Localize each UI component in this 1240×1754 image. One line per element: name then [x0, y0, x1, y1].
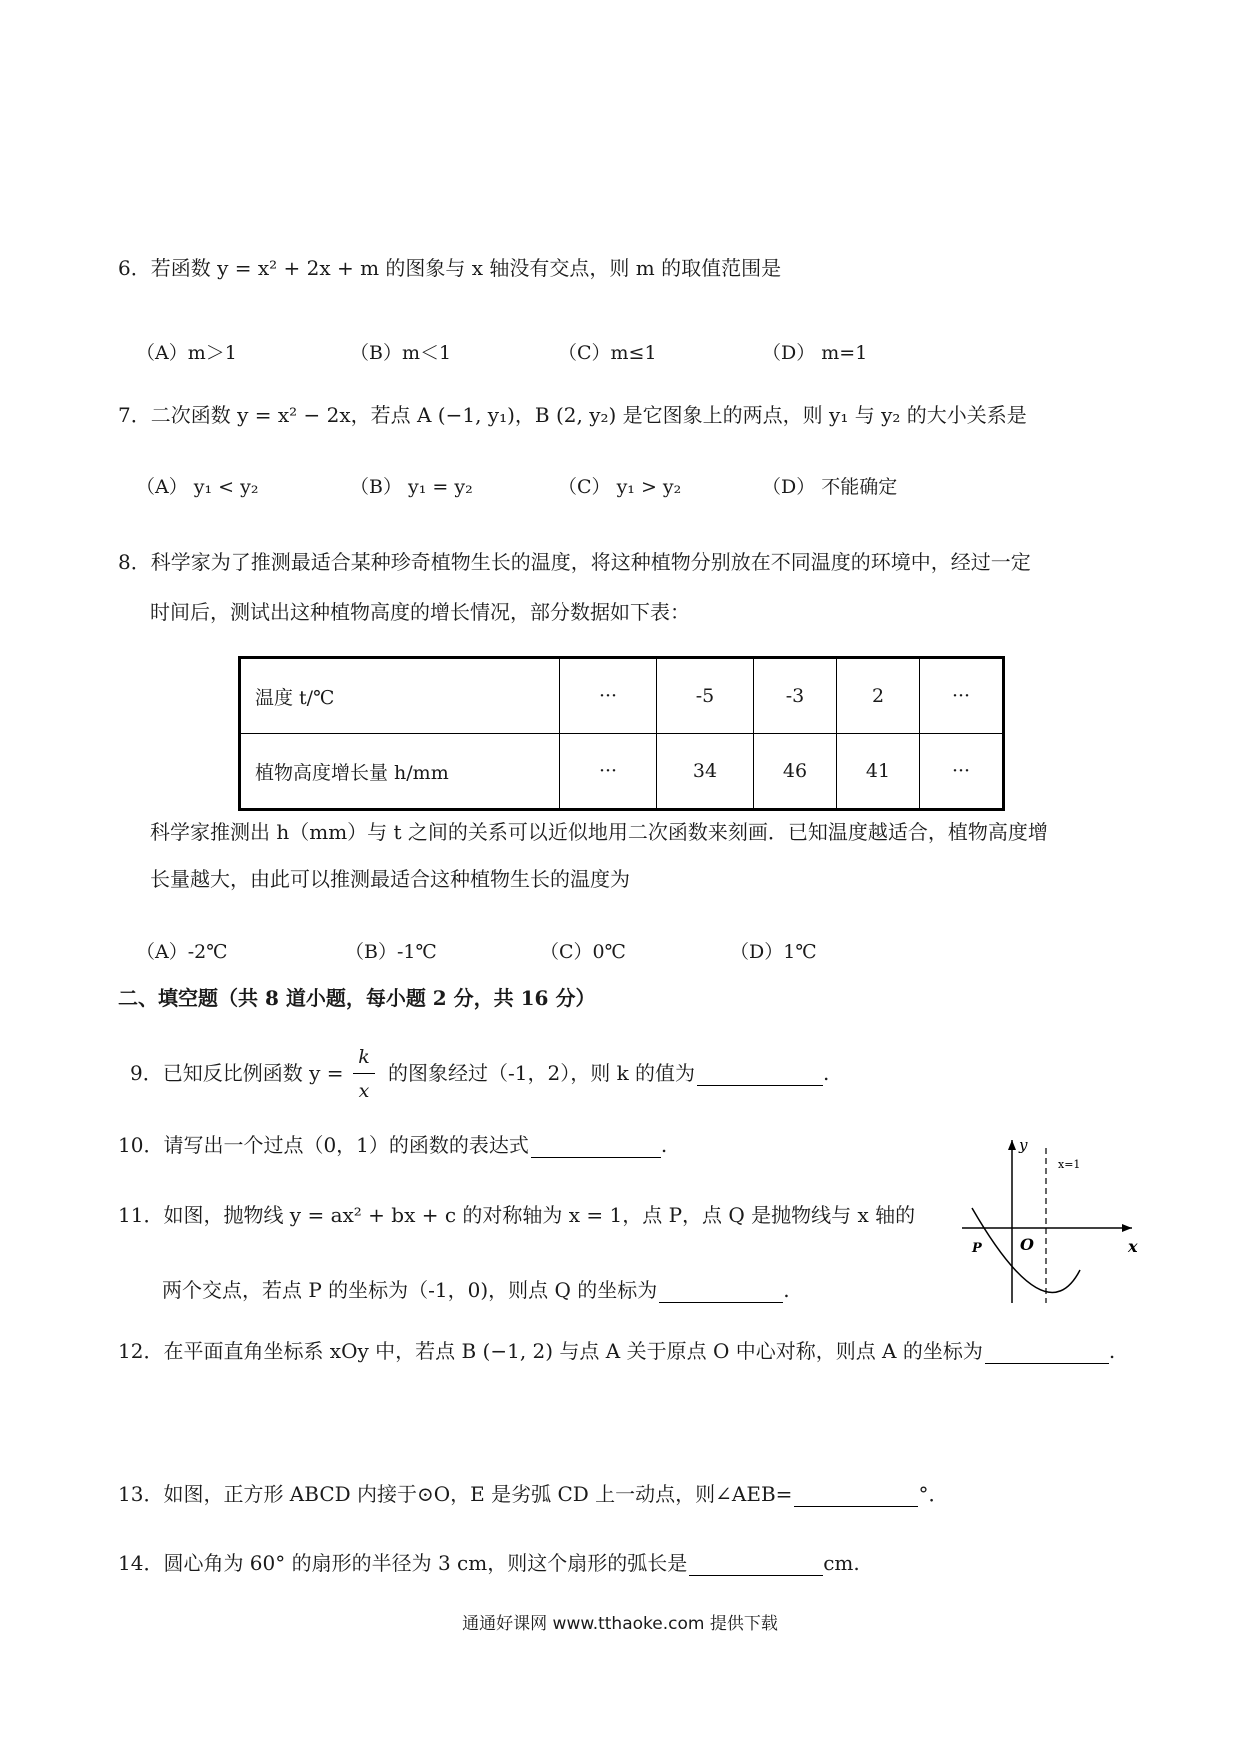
x-axis-label: x	[1128, 1237, 1138, 1256]
q10-end: .	[660, 1133, 668, 1157]
q6-option-a: （A）m＞1	[136, 342, 237, 364]
q7-option-a: （A） y₁ < y₂	[136, 476, 259, 498]
q13-stem	[118, 1482, 948, 1507]
q12-end: .	[1108, 1339, 1116, 1363]
q14-text: 14．圆心角为 60° 的扇形的半径为 3 cm，则这个扇形的弧长是	[118, 1551, 688, 1575]
q12-stem	[118, 1339, 1115, 1364]
q9-fraction-bar	[353, 1073, 375, 1074]
table-cell: 2	[837, 658, 920, 734]
q11-answer-blank[interactable]	[659, 1280, 783, 1303]
q8-after-line2: 长量越大，由此可以推测最适合这种植物生长的温度为	[150, 867, 630, 891]
q8-stem-line1: 8．科学家为了推测最适合某种珍奇植物生长的温度，将这种植物分别放在不同温度的环境中，经过一定	[118, 550, 1031, 574]
q8-after-line1: 科学家推测出 h（mm）与 t 之间的关系可以近似地用二次函数来刻画．已知温度越适合，植物高度增	[150, 820, 1048, 844]
q8-option-c: （C）0℃	[540, 941, 626, 963]
q9-answer-blank[interactable]	[697, 1063, 823, 1086]
table-cell: 34	[657, 734, 754, 810]
table-cell: ···	[560, 734, 657, 810]
q10-stem	[118, 1133, 667, 1158]
q9-suffix-text: 的图象经过（-1，2），则 k 的值为	[388, 1061, 696, 1085]
q13-answer-blank[interactable]	[794, 1484, 918, 1507]
q8-option-d: （D）1℃	[730, 941, 817, 963]
q7-stem: 7．二次函数 y = x² − 2x，若点 A (−1, y₁)，B (2, y₂) 是它图象上的两点，则 y₁ 与 y₂ 的大小关系是	[118, 403, 1027, 427]
y-axis-arrow-icon	[1008, 1140, 1016, 1150]
q14-answer-blank[interactable]	[689, 1553, 823, 1576]
y-axis-label: y	[1019, 1136, 1028, 1154]
table-cell: 46	[754, 734, 837, 810]
q9-fraction-denominator: x	[358, 1080, 370, 1102]
q9-prefix: 9．已知反比例函数 y =	[130, 1061, 344, 1085]
page-footer: 通通好课网 www.tthaoke.com 提供下载	[462, 1614, 778, 1634]
q11-line2-text: 两个交点，若点 P 的坐标为（-1，0)，则点 Q 的坐标为	[162, 1278, 658, 1302]
q8-option-b: （B）-1℃	[345, 941, 437, 963]
q8-option-a: （A）-2℃	[136, 941, 228, 963]
q10-text: 10．请写出一个过点（0，1）的函数的表达式	[118, 1133, 529, 1157]
q7-option-b: （B） y₁ = y₂	[350, 476, 473, 498]
q12-text: 12．在平面直角坐标系 xOy 中，若点 B (−1, 2) 与点 A 关于原点 O 中心对称，则点 A 的坐标为	[118, 1339, 983, 1363]
q8-data-table	[238, 656, 1005, 811]
q14-end: cm.	[823, 1551, 860, 1575]
table-cell: 温度 t/℃	[240, 658, 560, 734]
q11-parabola-figure	[962, 1128, 1142, 1306]
symmetry-axis-label: x=1	[1058, 1158, 1081, 1171]
q9-suffix	[388, 1061, 829, 1086]
table-row	[240, 734, 1004, 810]
x-axis-arrow-icon	[1122, 1224, 1132, 1232]
q13-end: °．	[918, 1482, 949, 1506]
point-p-label: P	[972, 1241, 982, 1256]
q7-option-d: （D） 不能确定	[762, 476, 898, 498]
table-cell: ···	[920, 734, 1004, 810]
q9-fraction-numerator: k	[358, 1046, 370, 1068]
q9-end: .	[823, 1061, 830, 1085]
table-cell: ···	[560, 658, 657, 734]
q7-option-c: （C） y₁ > y₂	[558, 476, 682, 498]
table-cell: 植物高度增长量 h/mm	[240, 734, 560, 810]
q6-stem: 6．若函数 y = x² + 2x + m 的图象与 x 轴没有交点，则 m 的取值范围是	[118, 256, 782, 280]
q11-line1: 11．如图，抛物线 y = ax² + bx + c 的对称轴为 x = 1，点 P，点 Q 是抛物线与 x 轴的	[118, 1203, 916, 1227]
q10-answer-blank[interactable]	[531, 1135, 661, 1158]
q11-end: .	[783, 1278, 790, 1302]
q13-text: 13．如图，正方形 ABCD 内接于⊙O，E 是劣弧 CD 上一动点，则∠AEB=	[118, 1482, 793, 1506]
table-cell: 41	[837, 734, 920, 810]
table-cell: ···	[920, 658, 1004, 734]
origin-label: O	[1020, 1235, 1034, 1254]
q6-option-d: （D） m=1	[762, 342, 868, 364]
q11-line2	[162, 1278, 790, 1303]
q12-answer-blank[interactable]	[985, 1341, 1109, 1364]
q6-option-c: （C）m≤1	[558, 342, 657, 364]
section-heading: 二、填空题（共 8 道小题，每小题 2 分，共 16 分）	[118, 986, 596, 1010]
q6-option-b: （B）m＜1	[350, 342, 452, 364]
table-row	[240, 658, 1004, 734]
q8-stem-line2: 时间后，测试出这种植物高度的增长情况，部分数据如下表：	[150, 600, 690, 624]
table-cell: -3	[754, 658, 837, 734]
q14-stem	[118, 1551, 860, 1576]
table-cell: -5	[657, 658, 754, 734]
